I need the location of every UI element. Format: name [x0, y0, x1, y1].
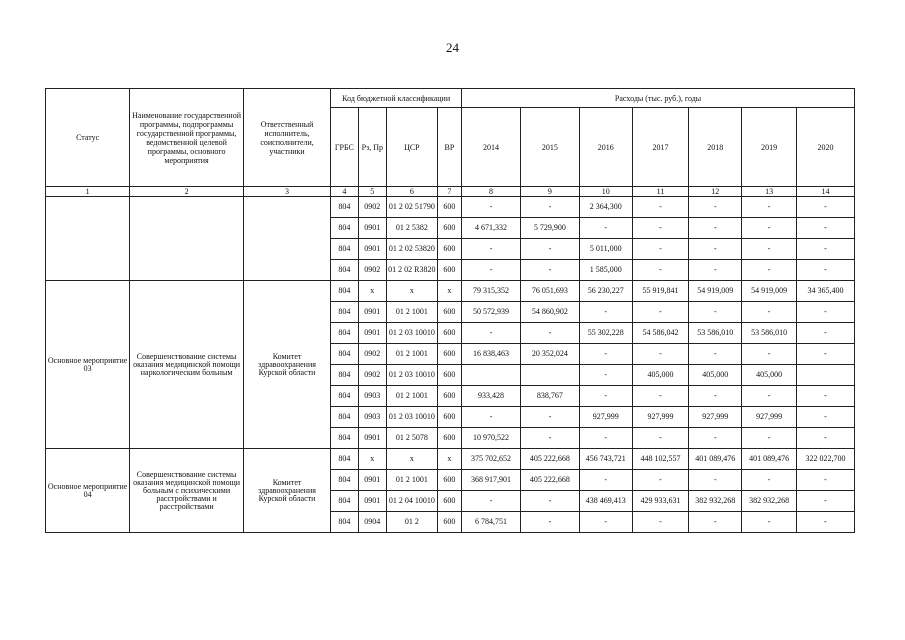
csr-cell: 01 2 04 10010 — [386, 491, 437, 512]
vr-cell: 600 — [437, 239, 461, 260]
vr-cell: 600 — [437, 323, 461, 344]
amount-cell: - — [579, 365, 632, 386]
amount-cell: - — [462, 491, 521, 512]
vr-cell: 600 — [437, 344, 461, 365]
amount-cell: - — [462, 323, 521, 344]
header-csr: ЦСР — [386, 108, 437, 187]
amount-cell: - — [689, 197, 742, 218]
header-year: 2015 — [520, 108, 579, 187]
amount-cell: 5 011,000 — [579, 239, 632, 260]
executor-cell — [243, 197, 330, 281]
amount-cell: 382 932,268 — [742, 491, 797, 512]
rzpr-cell: 0901 — [358, 428, 386, 449]
vr-cell: 600 — [437, 260, 461, 281]
vr-cell: 600 — [437, 407, 461, 428]
amount-cell: 405,000 — [689, 365, 742, 386]
amount-cell: - — [796, 344, 854, 365]
amount-cell — [520, 365, 579, 386]
vr-cell: 600 — [437, 302, 461, 323]
rzpr-cell: 0901 — [358, 470, 386, 491]
col-number: 11 — [632, 187, 689, 197]
rzpr-cell: 0902 — [358, 365, 386, 386]
amount-cell: 10 970,522 — [462, 428, 521, 449]
amount-cell: - — [579, 428, 632, 449]
amount-cell: - — [520, 491, 579, 512]
grbs-cell: 804 — [331, 386, 358, 407]
vr-cell: 600 — [437, 470, 461, 491]
csr-cell: 01 2 1001 — [386, 386, 437, 407]
rzpr-cell: 0901 — [358, 302, 386, 323]
col-number: 3 — [243, 187, 330, 197]
amount-cell: - — [579, 386, 632, 407]
amount-cell: - — [632, 218, 689, 239]
amount-cell: - — [796, 302, 854, 323]
name-cell: Совершенствование системы оказания медицинской помощи наркологическим больным — [130, 281, 244, 449]
amount-cell: 429 933,631 — [632, 491, 689, 512]
amount-cell: - — [742, 428, 797, 449]
amount-cell: - — [632, 470, 689, 491]
col-number: 8 — [462, 187, 521, 197]
amount-cell: 405,000 — [742, 365, 797, 386]
col-number: 14 — [796, 187, 854, 197]
amount-cell: - — [689, 302, 742, 323]
header-vr: ВР — [437, 108, 461, 187]
amount-cell: - — [796, 218, 854, 239]
amount-cell: - — [689, 344, 742, 365]
amount-cell: - — [632, 344, 689, 365]
grbs-cell: 804 — [331, 449, 358, 470]
amount-cell: - — [689, 386, 742, 407]
name-cell — [130, 197, 244, 281]
csr-cell: 01 2 02 R3820 — [386, 260, 437, 281]
grbs-cell: 804 — [331, 365, 358, 386]
amount-cell: 375 702,652 — [462, 449, 521, 470]
col-number: 2 — [130, 187, 244, 197]
amount-cell: 405,000 — [632, 365, 689, 386]
amount-cell: - — [632, 260, 689, 281]
col-number: 1 — [46, 187, 130, 197]
rzpr-cell: 0901 — [358, 323, 386, 344]
col-number: 5 — [358, 187, 386, 197]
amount-cell: - — [462, 197, 521, 218]
csr-cell: 01 2 03 10010 — [386, 323, 437, 344]
grbs-cell: 804 — [331, 344, 358, 365]
vr-cell: 600 — [437, 512, 461, 533]
amount-cell: - — [742, 386, 797, 407]
amount-cell: 927,999 — [579, 407, 632, 428]
vr-cell: х — [437, 281, 461, 302]
name-cell: Совершенствование системы оказания медицинской помощи больным с психическими расстройствами и расстройствами — [130, 449, 244, 533]
amount-cell: - — [796, 428, 854, 449]
executor-cell: Комитет здравоохранения Курской области — [243, 281, 330, 449]
amount-cell: 4 671,332 — [462, 218, 521, 239]
column-number-row — [46, 187, 855, 197]
amount-cell: - — [462, 260, 521, 281]
csr-cell: х — [386, 281, 437, 302]
col-number: 7 — [437, 187, 461, 197]
rzpr-cell: 0903 — [358, 407, 386, 428]
amount-cell: 54 586,042 — [632, 323, 689, 344]
amount-cell: 405 222,668 — [520, 449, 579, 470]
rzpr-cell: 0901 — [358, 491, 386, 512]
table-row — [46, 449, 855, 470]
grbs-cell: 804 — [331, 239, 358, 260]
amount-cell: 54 919,009 — [742, 281, 797, 302]
amount-cell: - — [742, 239, 797, 260]
csr-cell: 01 2 1001 — [386, 470, 437, 491]
amount-cell: - — [632, 302, 689, 323]
grbs-cell: 804 — [331, 197, 358, 218]
amount-cell: 55 919,841 — [632, 281, 689, 302]
amount-cell: - — [796, 470, 854, 491]
header-year: 2014 — [462, 108, 521, 187]
amount-cell: - — [689, 512, 742, 533]
amount-cell: 5 729,900 — [520, 218, 579, 239]
amount-cell: 401 089,476 — [742, 449, 797, 470]
page-number: 24 — [446, 40, 459, 55]
amount-cell: - — [742, 512, 797, 533]
grbs-cell: 804 — [331, 470, 358, 491]
amount-cell: - — [520, 239, 579, 260]
csr-cell: 01 2 1001 — [386, 344, 437, 365]
amount-cell: - — [520, 323, 579, 344]
grbs-cell: 804 — [331, 260, 358, 281]
amount-cell: - — [742, 470, 797, 491]
amount-cell: 927,999 — [689, 407, 742, 428]
amount-cell: - — [796, 407, 854, 428]
grbs-cell: 804 — [331, 218, 358, 239]
amount-cell: 405 222,668 — [520, 470, 579, 491]
amount-cell: - — [796, 197, 854, 218]
status-cell: Основное мероприятие 03 — [46, 281, 130, 449]
header-executor: Ответственный исполнитель, соисполнители, участники — [243, 89, 330, 187]
amount-cell: 322 022,700 — [796, 449, 854, 470]
vr-cell: х — [437, 449, 461, 470]
rzpr-cell: 0903 — [358, 386, 386, 407]
csr-cell: х — [386, 449, 437, 470]
header-year: 2016 — [579, 108, 632, 187]
amount-cell: - — [632, 428, 689, 449]
rzpr-cell: 0902 — [358, 197, 386, 218]
amount-cell: 1 585,000 — [579, 260, 632, 281]
amount-cell: 76 051,693 — [520, 281, 579, 302]
amount-cell: 438 469,413 — [579, 491, 632, 512]
col-number: 12 — [689, 187, 742, 197]
grbs-cell: 804 — [331, 281, 358, 302]
header-expenses: Расходы (тыс. руб.), годы — [462, 89, 855, 108]
rzpr-cell: 0904 — [358, 512, 386, 533]
amount-cell: - — [579, 512, 632, 533]
amount-cell: - — [796, 323, 854, 344]
header-year: 2017 — [632, 108, 689, 187]
amount-cell: 20 352,024 — [520, 344, 579, 365]
grbs-cell: 804 — [331, 302, 358, 323]
amount-cell: - — [689, 218, 742, 239]
col-number: 4 — [331, 187, 358, 197]
amount-cell: 54 860,902 — [520, 302, 579, 323]
grbs-cell: 804 — [331, 323, 358, 344]
status-cell — [46, 197, 130, 281]
amount-cell — [796, 365, 854, 386]
header-grbs: ГРБС — [331, 108, 358, 187]
amount-cell: - — [742, 197, 797, 218]
csr-cell: 01 2 02 53820 — [386, 239, 437, 260]
vr-cell: 600 — [437, 218, 461, 239]
amount-cell: - — [462, 239, 521, 260]
header-year: 2018 — [689, 108, 742, 187]
amount-cell: - — [689, 260, 742, 281]
amount-cell: - — [796, 239, 854, 260]
amount-cell: - — [632, 512, 689, 533]
header-year: 2020 — [796, 108, 854, 187]
rzpr-cell: 0902 — [358, 344, 386, 365]
amount-cell: - — [742, 302, 797, 323]
table-row — [46, 197, 855, 218]
header-status: Статус — [46, 89, 130, 187]
amount-cell: - — [689, 470, 742, 491]
grbs-cell: 804 — [331, 407, 358, 428]
executor-cell: Комитет здравоохранения Курской области — [243, 449, 330, 533]
grbs-cell: 804 — [331, 491, 358, 512]
amount-cell: 50 572,939 — [462, 302, 521, 323]
amount-cell: - — [462, 407, 521, 428]
table-header — [46, 89, 855, 197]
amount-cell: - — [742, 260, 797, 281]
col-number: 6 — [386, 187, 437, 197]
budget-table — [45, 88, 855, 533]
amount-cell: - — [579, 302, 632, 323]
amount-cell: - — [742, 344, 797, 365]
amount-cell: 927,999 — [742, 407, 797, 428]
header-year: 2019 — [742, 108, 797, 187]
rzpr-cell: 0902 — [358, 260, 386, 281]
amount-cell: - — [689, 428, 742, 449]
vr-cell: 600 — [437, 491, 461, 512]
amount-cell: 53 586,010 — [689, 323, 742, 344]
amount-cell: 382 932,268 — [689, 491, 742, 512]
rzpr-cell: х — [358, 449, 386, 470]
vr-cell: 600 — [437, 197, 461, 218]
amount-cell: 448 102,557 — [632, 449, 689, 470]
amount-cell: 838,767 — [520, 386, 579, 407]
header-name: Наименование государственной программы, подпрограммы государственной программы, ведомственной целевой программы, основного мероприятия — [130, 89, 244, 187]
amount-cell: - — [579, 218, 632, 239]
status-cell: Основное мероприятие 04 — [46, 449, 130, 533]
amount-cell: 53 586,010 — [742, 323, 797, 344]
vr-cell: 600 — [437, 428, 461, 449]
amount-cell: 456 743,721 — [579, 449, 632, 470]
amount-cell: 927,999 — [632, 407, 689, 428]
csr-cell: 01 2 03 10010 — [386, 365, 437, 386]
amount-cell: - — [632, 386, 689, 407]
csr-cell: 01 2 03 10010 — [386, 407, 437, 428]
vr-cell: 600 — [437, 365, 461, 386]
amount-cell: - — [796, 491, 854, 512]
amount-cell: - — [689, 239, 742, 260]
amount-cell: 34 365,400 — [796, 281, 854, 302]
col-number: 10 — [579, 187, 632, 197]
table-row — [46, 281, 855, 302]
amount-cell: - — [520, 512, 579, 533]
amount-cell: 54 919,009 — [689, 281, 742, 302]
amount-cell: - — [796, 512, 854, 533]
csr-cell: 01 2 — [386, 512, 437, 533]
rzpr-cell: 0901 — [358, 239, 386, 260]
amount-cell: - — [796, 260, 854, 281]
amount-cell: - — [742, 218, 797, 239]
amount-cell: 401 089,476 — [689, 449, 742, 470]
amount-cell: 6 784,751 — [462, 512, 521, 533]
amount-cell: 55 302,228 — [579, 323, 632, 344]
amount-cell: 79 315,352 — [462, 281, 521, 302]
amount-cell: 16 838,463 — [462, 344, 521, 365]
col-number: 13 — [742, 187, 797, 197]
csr-cell: 01 2 5078 — [386, 428, 437, 449]
col-number: 9 — [520, 187, 579, 197]
amount-cell: 56 230,227 — [579, 281, 632, 302]
csr-cell: 01 2 02 51790 — [386, 197, 437, 218]
amount-cell: - — [796, 386, 854, 407]
csr-cell: 01 2 1001 — [386, 302, 437, 323]
amount-cell: - — [520, 407, 579, 428]
amount-cell: - — [520, 197, 579, 218]
vr-cell: 600 — [437, 386, 461, 407]
rzpr-cell: 0901 — [358, 218, 386, 239]
rzpr-cell: х — [358, 281, 386, 302]
header-bcc: Код бюджетной классификации — [331, 89, 462, 108]
amount-cell: - — [632, 239, 689, 260]
amount-cell: 2 364,300 — [579, 197, 632, 218]
csr-cell: 01 2 5382 — [386, 218, 437, 239]
grbs-cell: 804 — [331, 428, 358, 449]
amount-cell — [462, 365, 521, 386]
header-rzpr: Рз, Пр — [358, 108, 386, 187]
amount-cell: 933,428 — [462, 386, 521, 407]
amount-cell: - — [520, 428, 579, 449]
amount-cell: 368 917,901 — [462, 470, 521, 491]
grbs-cell: 804 — [331, 512, 358, 533]
table-body — [46, 197, 855, 533]
amount-cell: - — [579, 470, 632, 491]
amount-cell: - — [520, 260, 579, 281]
amount-cell: - — [632, 197, 689, 218]
amount-cell: - — [579, 344, 632, 365]
